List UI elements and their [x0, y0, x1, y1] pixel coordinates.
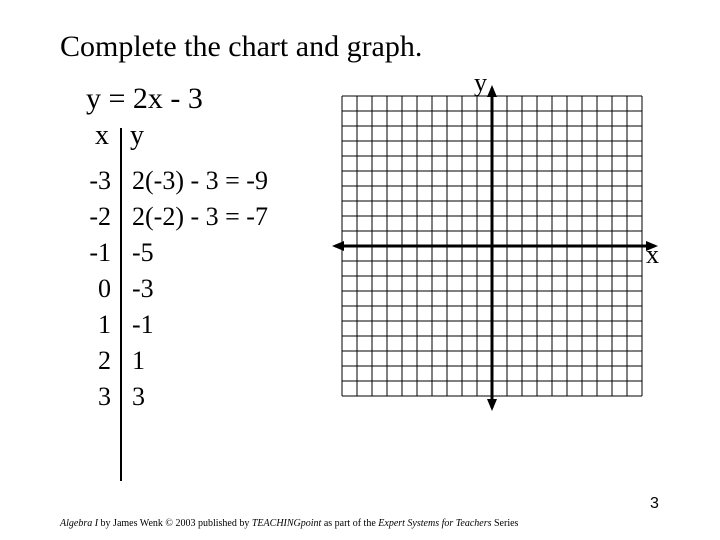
footer-by: by James Wenk © 2003 published by — [98, 518, 252, 529]
page-number: 3 — [650, 495, 659, 512]
x-column-header: x — [95, 120, 109, 151]
y-axis-up-arrow — [487, 85, 497, 97]
table-x-cell: 3 — [98, 382, 111, 411]
table-x-cell: 1 — [98, 310, 111, 339]
table-y-cell: 2(-2) - 3 = -7 — [132, 202, 268, 231]
y-axis-down-arrow — [487, 399, 497, 411]
footer-part: as part of the — [321, 518, 379, 529]
table-y-cell: 3 — [132, 382, 145, 411]
y-column-header: y — [130, 120, 144, 151]
table-y-cell: -1 — [132, 310, 154, 339]
table-divider — [120, 128, 122, 481]
footer-end: Series — [491, 518, 519, 529]
page-title: Complete the chart and graph. — [60, 30, 423, 63]
footer-series: Expert Systems for Teachers — [378, 518, 492, 529]
footer-book: Algebra I — [60, 518, 99, 529]
footer-credit — [60, 518, 518, 529]
coordinate-grid — [330, 84, 660, 414]
table-y-cell: -3 — [132, 274, 154, 303]
equation: y = 2x - 3 — [86, 82, 203, 115]
table-x-cell: 2 — [98, 346, 111, 375]
table-y-cell: -5 — [132, 238, 154, 267]
footer-publisher: TEACHINGpoint — [251, 518, 322, 529]
table-x-cell: -3 — [89, 166, 111, 195]
table-y-cell: 1 — [132, 346, 145, 375]
table-x-cell: 0 — [98, 274, 111, 303]
x-axis-label: x — [646, 240, 659, 269]
x-axis-left-arrow — [332, 241, 344, 251]
table-y-cell: 2(-3) - 3 = -9 — [132, 166, 268, 195]
table-x-cell: -1 — [89, 238, 111, 267]
table-x-cell: -2 — [89, 202, 111, 231]
y-axis-label: y — [474, 68, 487, 97]
